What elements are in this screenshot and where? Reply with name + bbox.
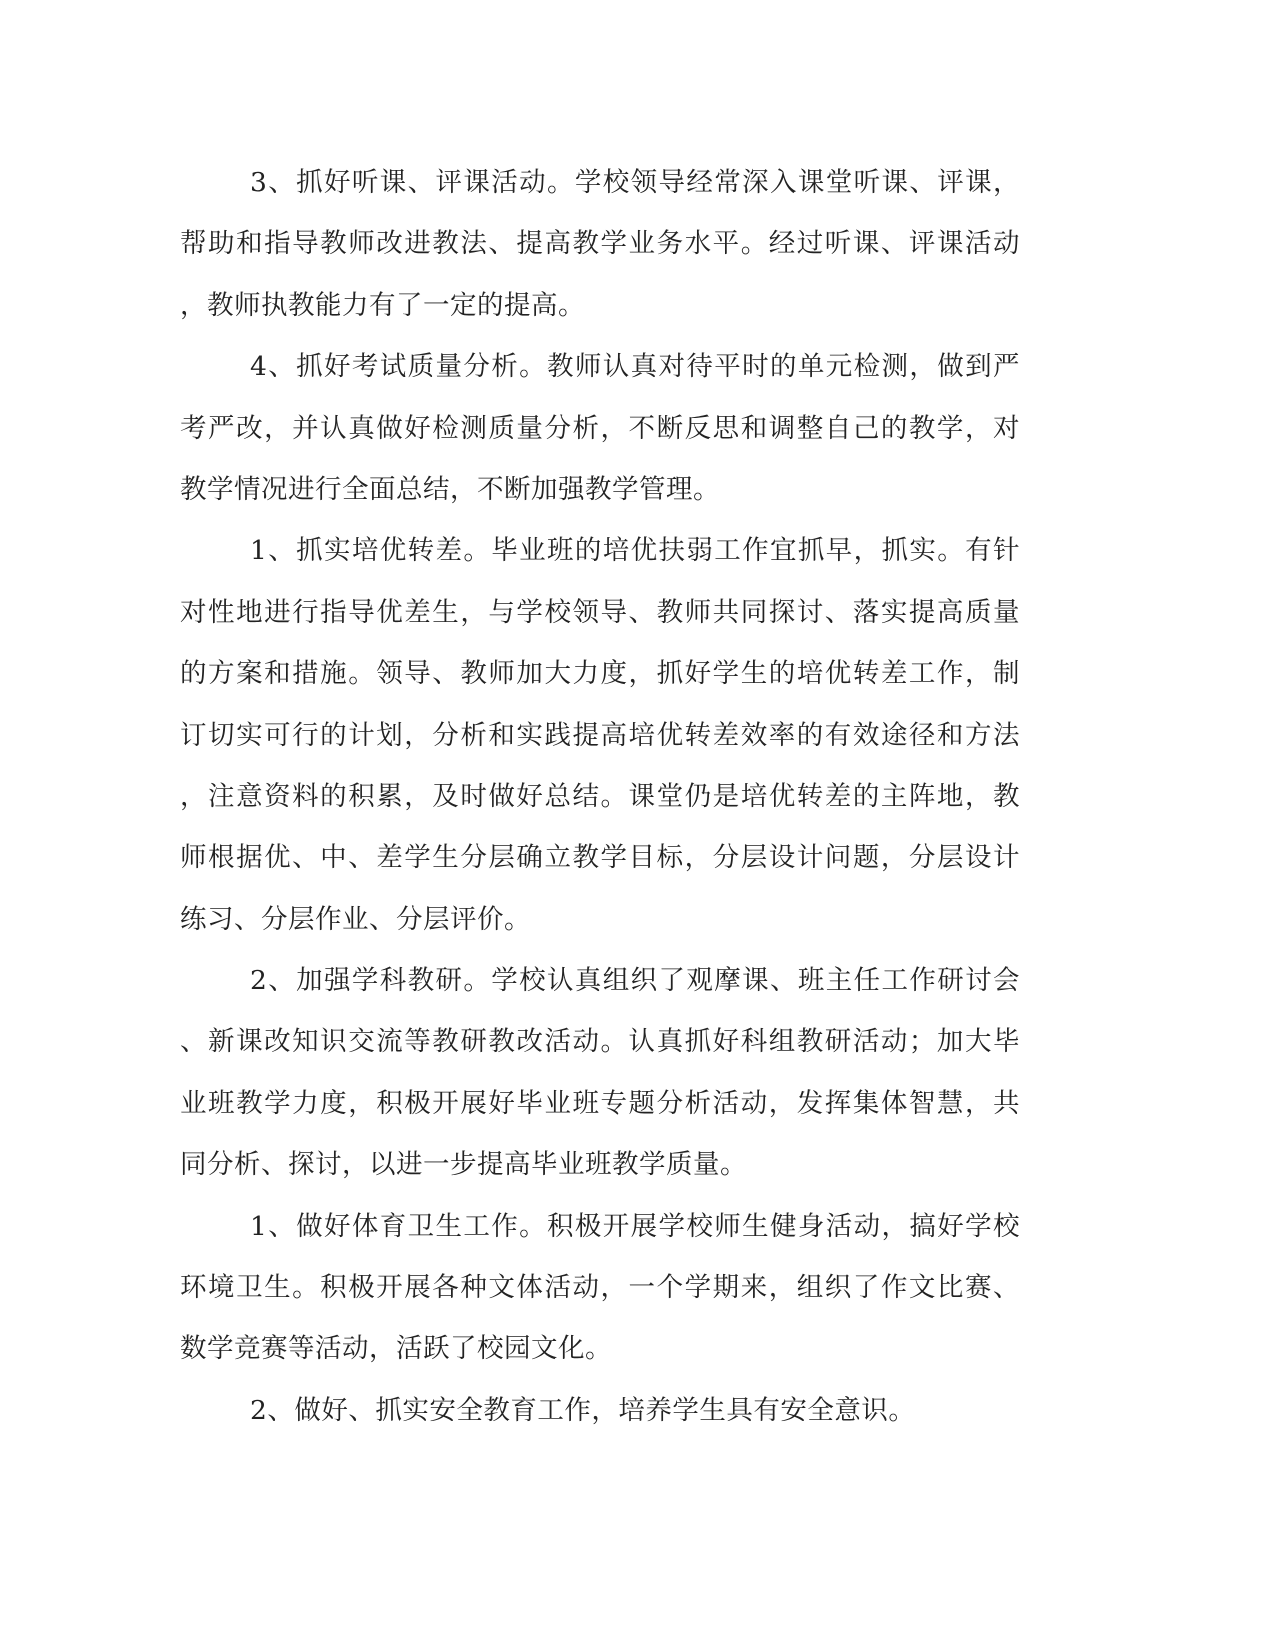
text-line: 同分析、探讨，以进一步提高毕业班教学质量。	[180, 1149, 747, 1181]
text-line: 帮助和指导教师改进教法、提高教学业务水平。经过听课、评课活动	[180, 228, 1020, 260]
document-page	[180, 152, 1020, 1441]
text-line: 2、加强学科教研。学校认真组织了观摩课、班主任工作研讨会	[250, 965, 1020, 997]
text-line: ，教师执教能力有了一定的提高。	[180, 289, 585, 321]
text-line: 环境卫生。积极开展各种文体活动，一个学期来，组织了作文比赛、	[180, 1272, 1020, 1304]
text-line: 考严改，并认真做好检测质量分析，不断反思和调整自己的教学，对	[180, 412, 1020, 444]
text-line: 1、做好体育卫生工作。积极开展学校师生健身活动，搞好学校	[250, 1210, 1020, 1242]
text-line: 师根据优、中、差学生分层确立教学目标，分层设计问题，分层设计	[180, 842, 1020, 874]
text-line: 教学情况进行全面总结，不断加强教学管理。	[180, 473, 720, 505]
text-line: 订切实可行的计划，分析和实践提高培优转差效率的有效途径和方法	[180, 719, 1020, 751]
text-line: 1、抓实培优转差。毕业班的培优扶弱工作宜抓早，抓实。有针	[250, 535, 1020, 567]
text-line: 练习、分层作业、分层评价。	[180, 903, 531, 935]
text-line: 对性地进行指导优差生，与学校领导、教师共同探讨、落实提高质量	[180, 596, 1020, 628]
text-line: 3、抓好听课、评课活动。学校领导经常深入课堂听课、评课，	[250, 167, 1020, 198]
text-line: 、新课改知识交流等教研教改活动。认真抓好科组教研活动；加大毕	[180, 1026, 1020, 1058]
text-line: 的方案和措施。领导、教师加大力度，抓好学生的培优转差工作，制	[180, 658, 1020, 690]
text-line: 4、抓好考试质量分析。教师认真对待平时的单元检测，做到严	[250, 351, 1020, 383]
text-line: 业班教学力度，积极开展好毕业班专题分析活动，发挥集体智慧，共	[180, 1087, 1020, 1119]
text-line: 数学竞赛等活动，活跃了校园文化。	[180, 1333, 612, 1365]
text-line: ，注意资料的积累，及时做好总结。课堂仍是培优转差的主阵地，教	[180, 780, 1020, 812]
text-line: 2、做好、抓实安全教育工作，培养学生具有安全意识。	[250, 1394, 916, 1426]
